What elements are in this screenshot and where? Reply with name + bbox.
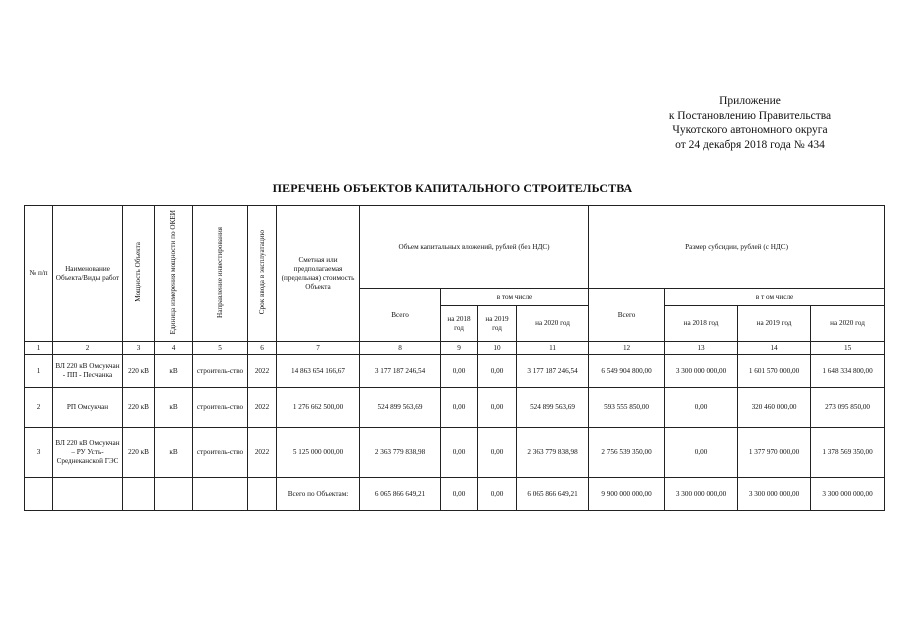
header-investment: Объем капитальных вложений, рублей (без НДС) [360,206,589,289]
cell-sub-total: 593 555 850,00 [589,388,665,428]
cell-sub-2019: 1 377 970 000,00 [738,428,811,478]
total-sub-2020: 3 300 000 000,00 [811,478,885,511]
header-unit: Единица измерения мощности по ОКЕИ [155,206,193,342]
empty-cell [248,478,277,511]
header-subsidy-including: в т ом числе [665,289,885,306]
cell-deadline: 2022 [248,388,277,428]
totals-label: Всего по Объектам: [277,478,360,511]
empty-cell [123,478,155,511]
header-inv-2020: на 2020 год [517,306,589,342]
empty-cell [25,478,53,511]
cell-inv-total: 3 177 187 246,54 [360,355,441,388]
cell-estimate: 1 276 662 500,00 [277,388,360,428]
cell-sub-2018: 0,00 [665,428,738,478]
cell-direction: строитель-ство [193,388,248,428]
appendix-line-1: Приложение [719,95,781,107]
column-number: 10 [478,342,517,355]
appendix-line-4: от 24 декабря 2018 года № 434 [675,138,825,151]
objects-table [24,205,885,511]
total-sub-2018: 3 300 000 000,00 [665,478,738,511]
column-number: 6 [248,342,277,355]
total-inv-2019: 0,00 [478,478,517,511]
header-investment-total: Всего [360,289,441,342]
header-sub-2018: на 2018 год [665,306,738,342]
total-sub-2019: 3 300 000 000,00 [738,478,811,511]
cell-capacity: 220 кВ [123,355,155,388]
document-title: ПЕРЕЧЕНЬ ОБЪЕКТОВ КАПИТАЛЬНОГО СТРОИТЕЛЬСТВА [272,181,633,195]
header-investment-including: в том числе [441,289,589,306]
cell-unit: кВ [155,388,193,428]
column-number: 4 [155,342,193,355]
cell-deadline: 2022 [248,355,277,388]
header-row-1 [25,206,885,289]
column-number: 9 [441,342,478,355]
cell-direction: строитель-ство [193,355,248,388]
header-inv-2018: на 2018 год [441,306,478,342]
cell-num: 2 [25,388,53,428]
empty-cell [155,478,193,511]
cell-inv-2019: 0,00 [478,388,517,428]
column-number: 14 [738,342,811,355]
cell-sub-2018: 0,00 [665,388,738,428]
appendix-block [600,94,900,152]
table-row [25,428,885,478]
cell-inv-2020: 2 363 779 838,98 [517,428,589,478]
cell-sub-total: 6 549 904 800,00 [589,355,665,388]
appendix-line-3: Чукотского автономного округа [672,124,828,136]
cell-name: РП Омсукчан [53,388,123,428]
header-deadline: Срок ввода в эксплуатацию [248,206,277,342]
column-number: 8 [360,342,441,355]
table-row [25,355,885,388]
column-number: 5 [193,342,248,355]
column-number: 11 [517,342,589,355]
header-capacity: Мощность Объекта [123,206,155,342]
cell-name: ВЛ 220 кВ Омсукчан – РУ Усть-Среднеканской ГЭС [53,428,123,478]
header-sub-2020: на 2020 год [811,306,885,342]
cell-sub-2020: 1 648 334 800,00 [811,355,885,388]
cell-inv-total: 524 899 563,69 [360,388,441,428]
empty-cell [193,478,248,511]
cell-capacity: 220 кВ [123,428,155,478]
column-numbers-row [25,342,885,355]
cell-sub-2020: 273 095 850,00 [811,388,885,428]
header-direction: Направление инвестирования [193,206,248,342]
total-sub-total: 9 900 000 000,00 [589,478,665,511]
header-name: Наименование Объекта/Виды работ [53,206,123,342]
cell-deadline: 2022 [248,428,277,478]
header-subsidy-total: Всего [589,289,665,342]
cell-unit: кВ [155,428,193,478]
header-num: № п/п [25,206,53,342]
cell-sub-2019: 320 460 000,00 [738,388,811,428]
header-estimate: Сметная или предполагаемая (предельная) стоимость Объекта [277,206,360,342]
column-number: 12 [589,342,665,355]
column-number: 7 [277,342,360,355]
cell-inv-2019: 0,00 [478,355,517,388]
total-inv-2020: 6 065 866 649,21 [517,478,589,511]
column-number: 13 [665,342,738,355]
cell-sub-2018: 3 300 000 000,00 [665,355,738,388]
column-number: 3 [123,342,155,355]
cell-inv-2019: 0,00 [478,428,517,478]
cell-sub-2020: 1 378 569 350,00 [811,428,885,478]
cell-capacity: 220 кВ [123,388,155,428]
cell-num: 1 [25,355,53,388]
cell-sub-total: 2 756 539 350,00 [589,428,665,478]
cell-num: 3 [25,428,53,478]
column-number: 1 [25,342,53,355]
cell-sub-2019: 1 601 570 000,00 [738,355,811,388]
total-inv-2018: 0,00 [441,478,478,511]
cell-inv-2018: 0,00 [441,388,478,428]
table-row [25,388,885,428]
totals-row [25,478,885,511]
empty-cell [53,478,123,511]
cell-direction: строитель-ство [193,428,248,478]
cell-name: ВЛ 220 кВ Омсукчан - ПП - Песчанка [53,355,123,388]
cell-inv-2018: 0,00 [441,355,478,388]
header-sub-2019: на 2019 год [738,306,811,342]
total-inv-total: 6 065 866 649,21 [360,478,441,511]
cell-estimate: 14 863 654 166,67 [277,355,360,388]
header-inv-2019: на 2019 год [478,306,517,342]
column-number: 2 [53,342,123,355]
cell-inv-2020: 3 177 187 246,54 [517,355,589,388]
appendix-line-2: к Постановлению Правительства [668,109,832,122]
cell-inv-total: 2 363 779 838,98 [360,428,441,478]
column-number: 15 [811,342,885,355]
cell-inv-2020: 524 899 563,69 [517,388,589,428]
cell-inv-2018: 0,00 [441,428,478,478]
cell-unit: кВ [155,355,193,388]
header-subsidy: Размер субсидии, рублей (с НДС) [589,206,885,289]
cell-estimate: 5 125 000 000,00 [277,428,360,478]
